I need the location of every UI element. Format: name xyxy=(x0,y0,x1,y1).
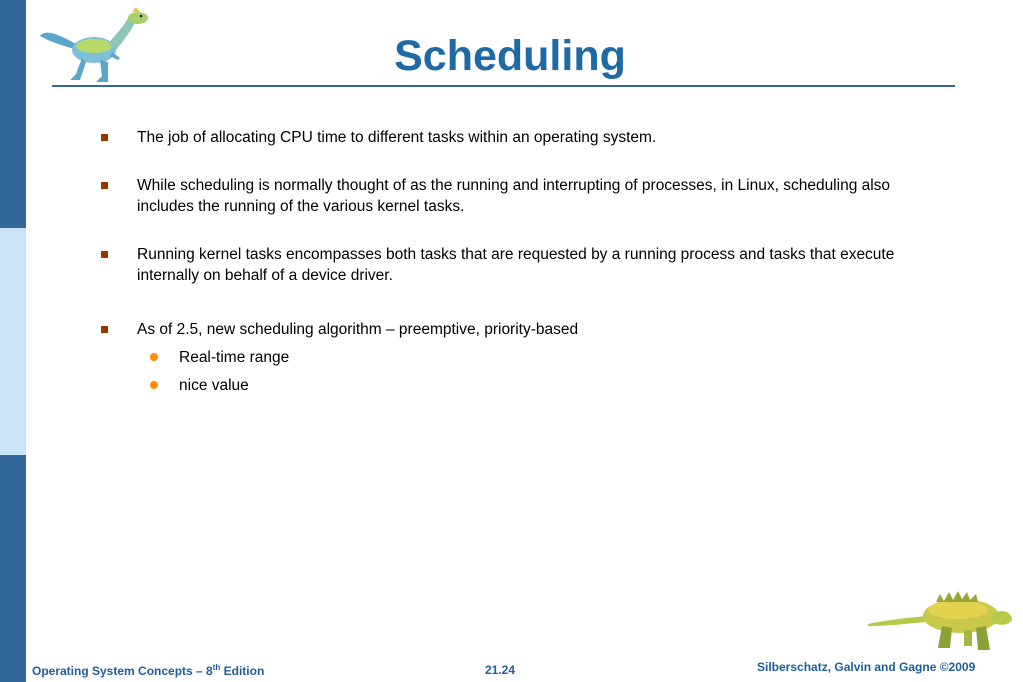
sub-bullet-text: Real-time range xyxy=(179,349,290,366)
sub-list-item xyxy=(100,375,940,396)
bullet-list xyxy=(100,127,940,403)
left-bar-segment-middle xyxy=(0,228,26,455)
square-bullet-icon xyxy=(101,326,108,333)
title-divider xyxy=(52,85,955,87)
square-bullet-icon xyxy=(101,182,108,189)
left-bar-segment-top xyxy=(0,0,26,228)
square-bullet-icon xyxy=(101,134,108,141)
footer-authors: Silberschatz, Galvin and Gagne ©2009 xyxy=(757,660,976,674)
circle-bullet-icon xyxy=(150,353,158,361)
footer-book-title: Operating System Concepts – 8th Edition xyxy=(32,663,265,678)
sub-bullet-text: nice value xyxy=(179,377,249,394)
list-item xyxy=(100,319,940,340)
footer-page-number: 21.24 xyxy=(485,663,516,677)
sub-list-item xyxy=(100,347,940,368)
bullet-text: While scheduling is normally thought of as the running and interrupting of processes, in Linux, scheduling also includes the running of the various kernel tasks. xyxy=(137,177,891,215)
square-bullet-icon xyxy=(101,251,108,258)
dinosaur-icon xyxy=(866,586,1016,656)
bullet-text: As of 2.5, new scheduling algorithm – preemptive, priority-based xyxy=(137,321,579,338)
left-bar-segment-bottom xyxy=(0,455,26,682)
page-title: Scheduling xyxy=(394,32,626,80)
bullet-text: Running kernel tasks encompasses both tasks that are requested by a running process and tasks that execute internally on behalf of a device driver. xyxy=(137,246,895,284)
list-item xyxy=(100,244,940,286)
list-item xyxy=(100,175,940,217)
list-item xyxy=(100,127,940,148)
circle-bullet-icon xyxy=(150,381,158,389)
bullet-text: The job of allocating CPU time to different tasks within an operating system. xyxy=(137,129,657,146)
left-side-bar xyxy=(0,0,26,682)
dinosaur-icon xyxy=(36,6,156,86)
